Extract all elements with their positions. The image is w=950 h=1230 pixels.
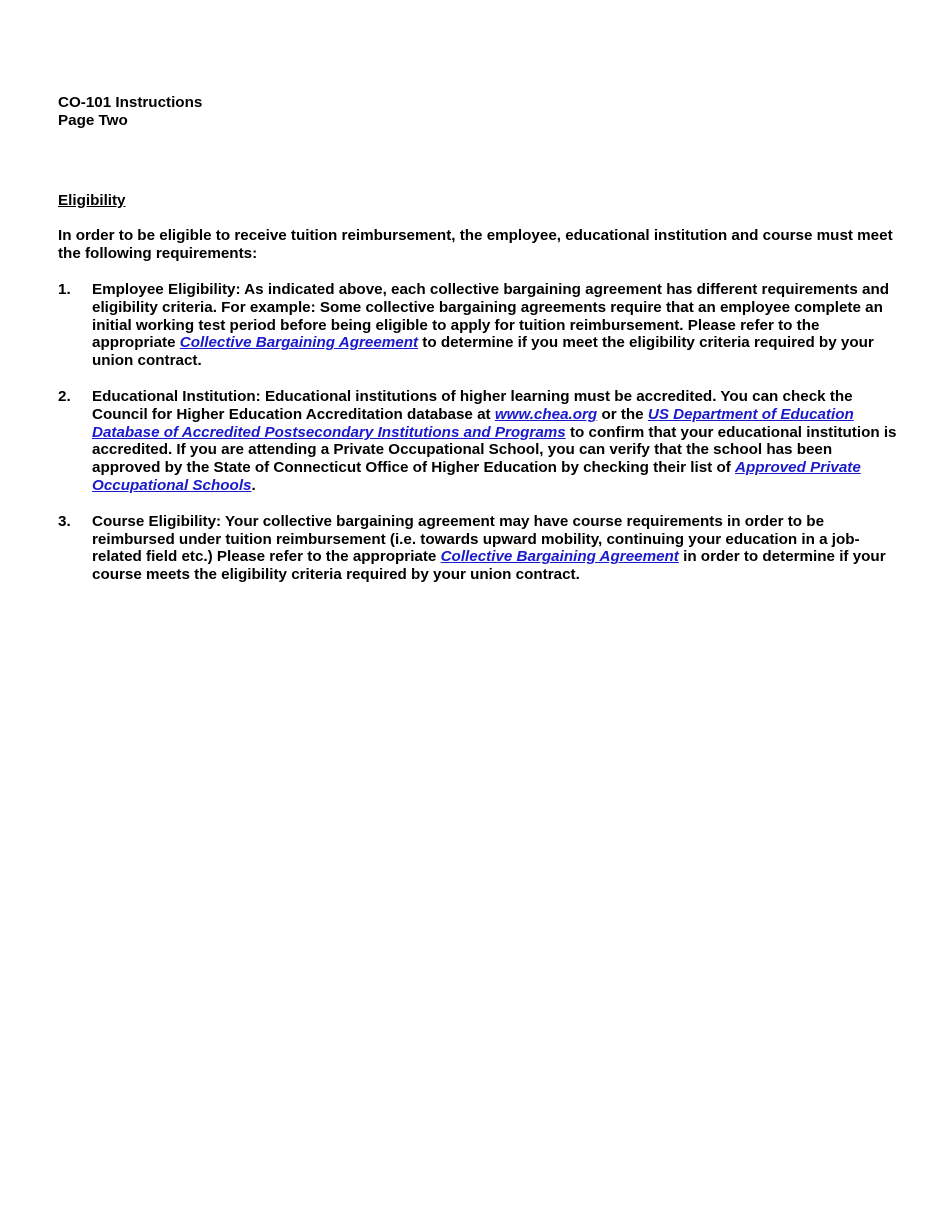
document-header xyxy=(58,94,898,130)
document-page xyxy=(58,94,898,584)
list-item-text: to determine if you meet the eligibility criteria required by your union contract. xyxy=(92,334,874,370)
list-item-text: Educational Institution: Educational institutions of higher learning must be accredited. You can check the Council for Higher Education Accreditation database at xyxy=(92,387,853,423)
list-item-course-eligibility xyxy=(58,513,898,584)
approved-private-occupational-schools-link[interactable]: Approved Private Occupational Schools xyxy=(92,459,861,494)
list-item-employee-eligibility xyxy=(58,281,898,370)
chea-link[interactable]: www.chea.org xyxy=(494,405,598,423)
list-item-text: . xyxy=(251,476,256,494)
list-item-text: Course Eligibility: Your collective bargaining agreement may have course requirements in order to be reimbursed under tuition reimbursement (i.e. towards upward mobility, continuing your education in a job-related field etc.) Please refer to the appropriate xyxy=(92,512,860,566)
us-dept-education-database-link[interactable]: US Department of Education Database of Accredited Postsecondary Institutions and Programs xyxy=(92,405,854,441)
list-item-educational-institution xyxy=(58,388,898,495)
collective-bargaining-agreement-link[interactable]: Collective Bargaining Agreement xyxy=(179,334,419,352)
list-item-text: to confirm that your educational institution is accredited. If you are attending a Private Occupational School, you can verify that the school has been approved by the State of Connecticut Office of Higher Education by checking their list of xyxy=(92,423,897,477)
collective-bargaining-agreement-link[interactable]: Collective Bargaining Agreement xyxy=(440,548,679,566)
list-item-text: or the xyxy=(597,405,648,423)
page-label: Page Two xyxy=(58,111,128,129)
list-item-text: Employee Eligibility: As indicated above, each collective bargaining agreement has different requirements and eligibility criteria. For example: Some collective bargaining agreements require that an employee complete an initial working test period before being eligible to apply for tuition reimbursement. Please refer to the appropriate xyxy=(92,280,890,352)
list-item-number: 2. xyxy=(58,387,71,405)
section-heading-eligibility: Eligibility xyxy=(58,191,126,209)
list-item-number: 1. xyxy=(58,280,71,298)
list-item-text: in order to determine if your course meets the eligibility criteria required by your union contract. xyxy=(92,548,886,584)
intro-paragraph: In order to be eligible to receive tuition reimbursement, the employee, educational institution and course must meet the following requirements: xyxy=(58,227,893,263)
list-item-number: 3. xyxy=(58,512,71,530)
form-title: CO-101 Instructions xyxy=(58,94,203,111)
